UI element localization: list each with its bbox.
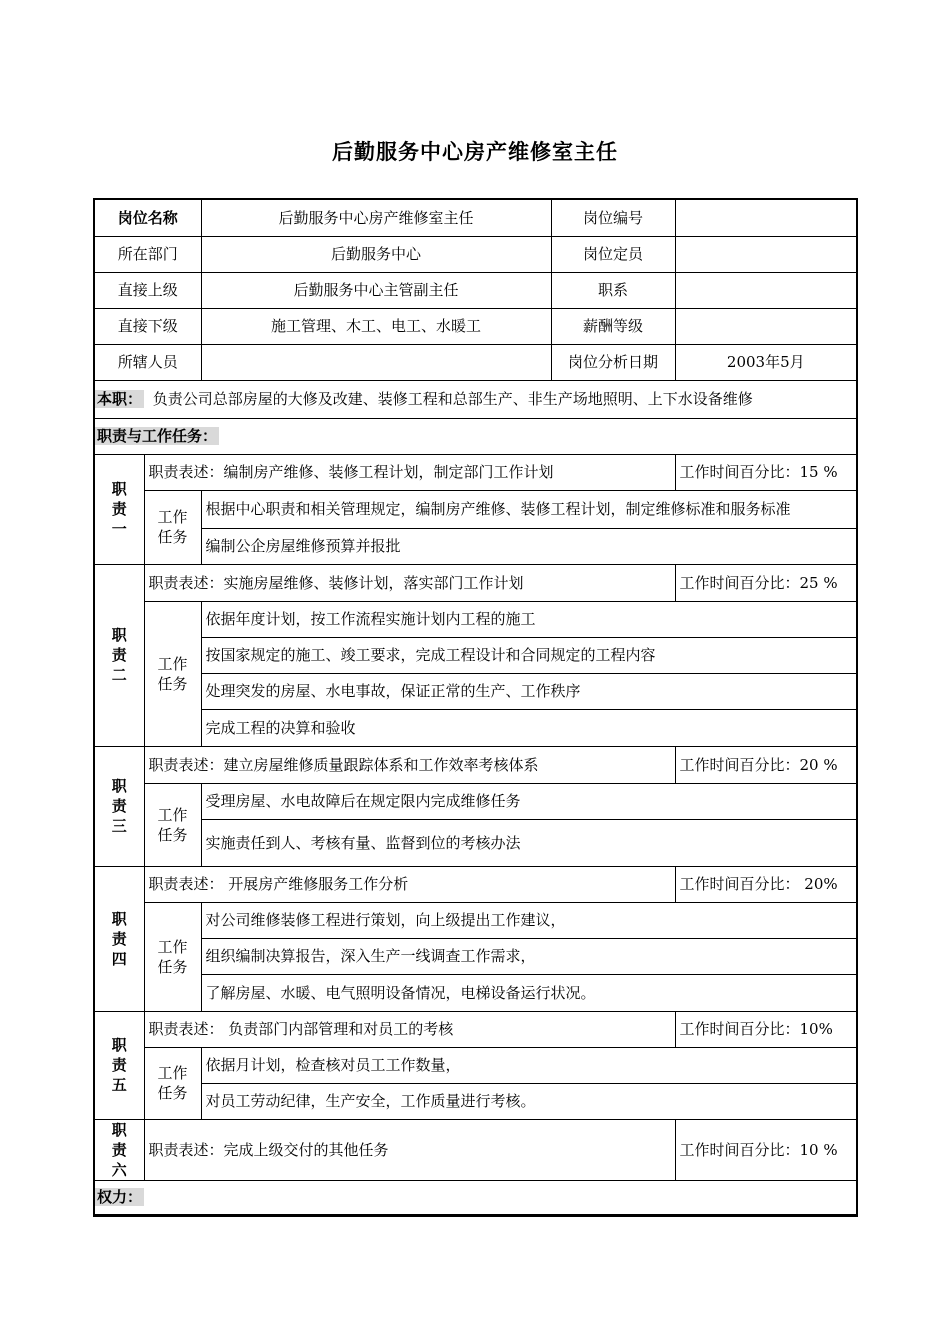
duty-6-desc-row xyxy=(95,1119,856,1180)
position-code-label: 岗位编号 xyxy=(551,200,675,236)
duty-4-task-label: 工作任务 xyxy=(144,902,201,1011)
quota-label: 岗位定员 xyxy=(551,236,675,272)
duty-3-task-2-row xyxy=(95,819,856,866)
subordinate-label: 直接下级 xyxy=(95,308,201,344)
duty-2-task-1: 依据年度计划，按工作流程实施计划内工程的施工 xyxy=(201,601,856,637)
duty-1-task-2: 编制公企房屋维修预算并报批 xyxy=(201,528,856,564)
summary-text: 负责公司总部房屋的大修及改建、装修工程和总部生产、非生产场地照明、上下水设备维修 xyxy=(152,390,753,408)
duties-header-row xyxy=(95,418,856,454)
job-description-table xyxy=(93,198,858,1217)
info-row-name xyxy=(95,200,856,236)
duty-2-task-4-row xyxy=(95,709,856,746)
duty-2-desc-row xyxy=(95,564,856,601)
quota-value xyxy=(675,236,856,272)
duty-5-desc: 职责表述： 负责部门内部管理和对员工的考核 xyxy=(144,1011,675,1047)
duty-5-task-label: 工作任务 xyxy=(144,1047,201,1119)
duty-6-name: 职责六 xyxy=(95,1119,144,1180)
salary-value xyxy=(675,308,856,344)
duty-2-task-2-row xyxy=(95,637,856,673)
info-row-staff xyxy=(95,344,856,380)
series-value xyxy=(675,272,856,308)
duty-3-task-1-row xyxy=(95,783,856,819)
salary-label: 薪酬等级 xyxy=(551,308,675,344)
duty-4-task-2: 组织编制决算报告，深入生产一线调查工作需求， xyxy=(201,938,856,974)
duty-1-desc-row xyxy=(95,454,856,490)
duty-2-task-4: 完成工程的决算和验收 xyxy=(201,709,856,746)
duty-3-pct: 工作时间百分比：20 % xyxy=(675,746,856,783)
duty-3-name: 职责三 xyxy=(95,746,144,866)
department-label: 所在部门 xyxy=(95,236,201,272)
duty-5-name: 职责五 xyxy=(95,1011,144,1119)
analysis-date-label: 岗位分析日期 xyxy=(551,344,675,380)
duty-3-task-1: 受理房屋、水电故障后在规定限内完成维修任务 xyxy=(201,783,856,819)
position-name-label: 岗位名称 xyxy=(95,200,201,236)
staff-label: 所辖人员 xyxy=(95,344,201,380)
duty-4-task-1: 对公司维修装修工程进行策划，向上级提出工作建议， xyxy=(201,902,856,938)
duty-1-name: 职责一 xyxy=(95,454,144,564)
staff-value xyxy=(201,344,551,380)
duty-5-task-1-row xyxy=(95,1047,856,1083)
duty-3-task-2: 实施责任到人、考核有量、监督到位的考核办法 xyxy=(201,819,856,866)
duty-5-task-1: 依据月计划，检查核对员工工作数量， xyxy=(201,1047,856,1083)
duty-1-task-1-row xyxy=(95,490,856,528)
duty-1-pct: 工作时间百分比：15 % xyxy=(675,454,856,490)
duty-5-pct: 工作时间百分比：10% xyxy=(675,1011,856,1047)
power-row xyxy=(95,1180,856,1214)
info-row-subordinate xyxy=(95,308,856,344)
duty-2-task-3: 处理突发的房屋、水电事故，保证正常的生产、工作秩序 xyxy=(201,673,856,709)
series-label: 职系 xyxy=(551,272,675,308)
duty-1-desc: 职责表述：编制房产维修、装修工程计划，制定部门工作计划 xyxy=(144,454,675,490)
superior-label: 直接上级 xyxy=(95,272,201,308)
duty-2-desc: 职责表述：实施房屋维修、装修计划，落实部门工作计划 xyxy=(144,564,675,601)
duty-6-desc: 职责表述：完成上级交付的其他任务 xyxy=(144,1119,675,1180)
duty-2-task-1-row xyxy=(95,601,856,637)
duty-2-task-2: 按国家规定的施工、竣工要求，完成工程设计和合同规定的工程内容 xyxy=(201,637,856,673)
duty-3-desc: 职责表述：建立房屋维修质量跟踪体系和工作效率考核体系 xyxy=(144,746,675,783)
duty-4-name: 职责四 xyxy=(95,866,144,1011)
duty-5-task-2: 对员工劳动纪律，生产安全，工作质量进行考核。 xyxy=(201,1083,856,1119)
position-code-value xyxy=(675,200,856,236)
duty-4-desc: 职责表述： 开展房产维修服务工作分析 xyxy=(144,866,675,902)
duty-5-task-2-row xyxy=(95,1083,856,1119)
duty-2-name: 职责二 xyxy=(95,564,144,746)
duty-4-task-3: 了解房屋、水暖、电气照明设备情况，电梯设备运行状况。 xyxy=(201,974,856,1011)
duty-4-task-3-row xyxy=(95,974,856,1011)
page-title: 后勤服务中心房产维修室主任 xyxy=(332,140,618,164)
duty-1-task-1: 根据中心职责和相关管理规定，编制房产维修、装修工程计划，制定维修标准和服务标准 xyxy=(201,490,856,528)
duties-header: 职责与工作任务： xyxy=(97,427,218,445)
duty-4-task-1-row xyxy=(95,902,856,938)
summary-label: 本职： xyxy=(97,390,143,408)
duty-3-desc-row xyxy=(95,746,856,783)
info-row-superior xyxy=(95,272,856,308)
position-name-value: 后勤服务中心房产维修室主任 xyxy=(201,200,551,236)
info-row-dept xyxy=(95,236,856,272)
duty-5-desc-row xyxy=(95,1011,856,1047)
duty-1-task-label: 工作任务 xyxy=(144,490,201,564)
power-label: 权力： xyxy=(97,1188,143,1206)
duty-2-pct: 工作时间百分比：25 % xyxy=(675,564,856,601)
duty-4-desc-row xyxy=(95,866,856,902)
duty-4-task-2-row xyxy=(95,938,856,974)
duty-2-task-3-row xyxy=(95,673,856,709)
summary-row xyxy=(95,380,856,418)
analysis-date-value: 2003年5月 xyxy=(675,344,856,380)
duty-3-task-label: 工作任务 xyxy=(144,783,201,866)
department-value: 后勤服务中心 xyxy=(201,236,551,272)
subordinate-value: 施工管理、木工、电工、水暖工 xyxy=(201,308,551,344)
duty-6-pct: 工作时间百分比：10 % xyxy=(675,1119,856,1180)
duty-4-pct: 工作时间百分比： 20% xyxy=(675,866,856,902)
duty-1-task-2-row xyxy=(95,528,856,564)
superior-value: 后勤服务中心主管副主任 xyxy=(201,272,551,308)
duty-2-task-label: 工作任务 xyxy=(144,601,201,746)
